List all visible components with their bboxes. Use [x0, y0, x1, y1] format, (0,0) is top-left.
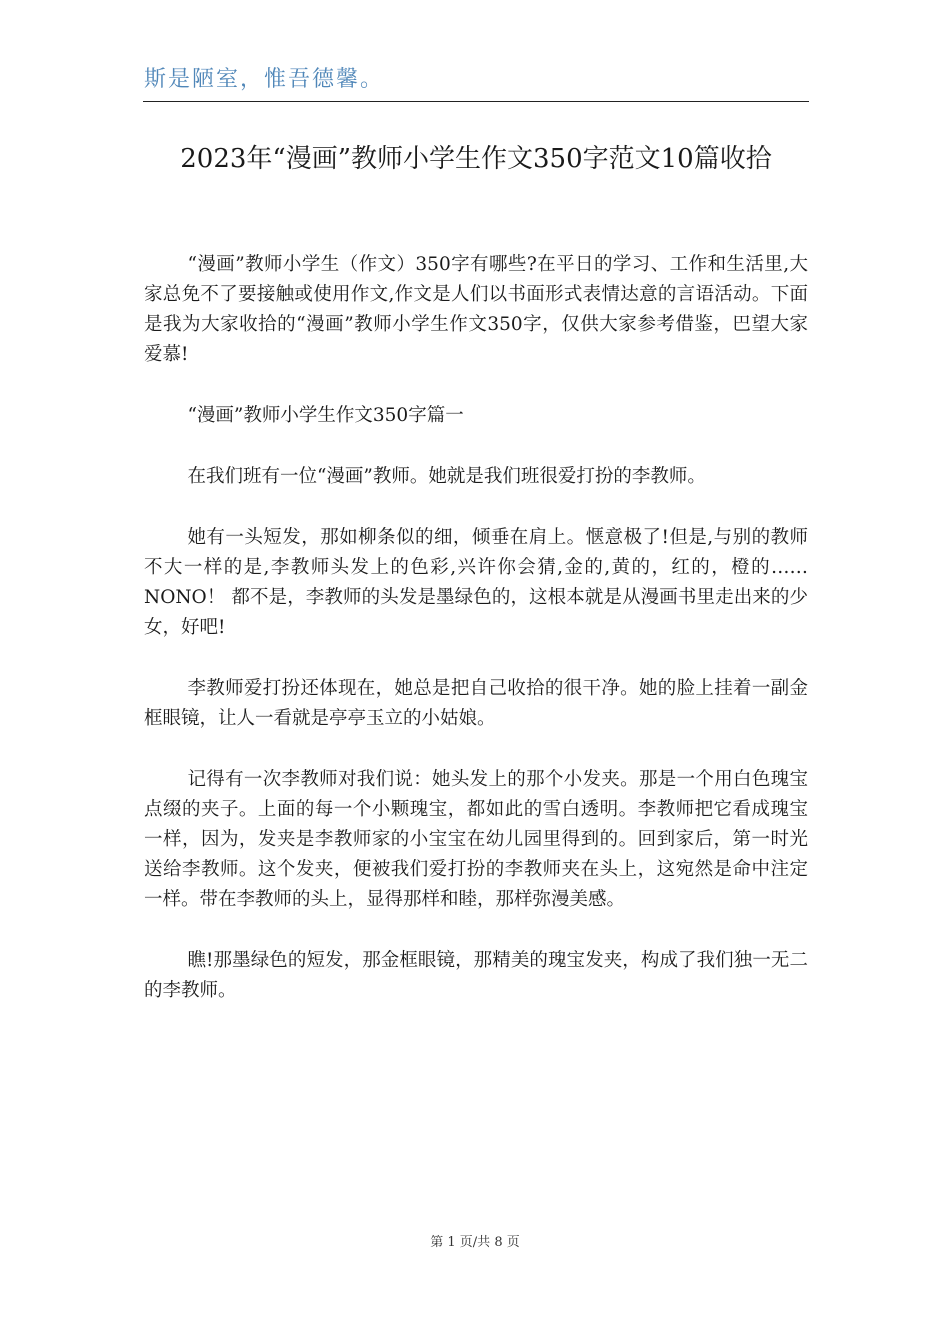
- body-paragraph: 瞧!那墨绿色的短发，那金框眼镜，那精美的瑰宝发夹，构成了我们独一无二的李教师。: [144, 950, 808, 1001]
- body-paragraph: 她有一头短发，那如柳条似的细，倾垂在肩上。惬意极了!但是,与别的教师不大一样的是,李教师头发上的色彩,兴许你会猜,金的,黄的，红的，橙的……NONO！ 都不是，李教师的头发是墨绿色的，这根本就是从漫画书里走出来的少女，好吧!: [144, 527, 808, 638]
- document-body: [144, 250, 808, 1037]
- intro-paragraph: “漫画”教师小学生（作文）350字有哪些?在平日的学习、工作和生活里,大家总免不了要接触或使用作文,作文是人们以书面形式表情达意的言语活动。下面是我为大家收拾的“漫画”教师小学生作文350字，仅供大家参考借鉴，巴望大家爱慕!: [144, 254, 808, 365]
- body-paragraph: 李教师爱打扮还体现在，她总是把自己收拾的很干净。她的脸上挂着一副金框眼镜，让人一看就是亭亭玉立的小姑娘。: [144, 678, 808, 729]
- page-number-footer: 第 1 页/共 8 页: [430, 1235, 520, 1250]
- section-heading: “漫画”教师小学生作文350字篇一: [187, 405, 464, 426]
- header-motto: 斯是陋室，惟吾德馨。: [144, 67, 385, 92]
- header-divider: [143, 101, 809, 102]
- document-title: 2023年“漫画”教师小学生作文350字范文10篇收拾: [180, 144, 772, 174]
- body-paragraph: 记得有一次李教师对我们说：她头发上的那个小发夹。那是一个用白色瑰宝点缀的夹子。上面的每一个小颗瑰宝，都如此的雪白透明。李教师把它看成瑰宝一样，因为，发夹是李教师家的小宝宝在幼儿园里得到的。回到家后，第一时光送给李教师。这个发夹，便被我们爱打扮的李教师夹在头上，这宛然是命中注定一样。带在李教师的头上，显得那样和睦，那样弥漫美感。: [144, 769, 808, 910]
- body-paragraph: 在我们班有一位“漫画”教师。她就是我们班很爱打扮的李教师。: [187, 466, 706, 487]
